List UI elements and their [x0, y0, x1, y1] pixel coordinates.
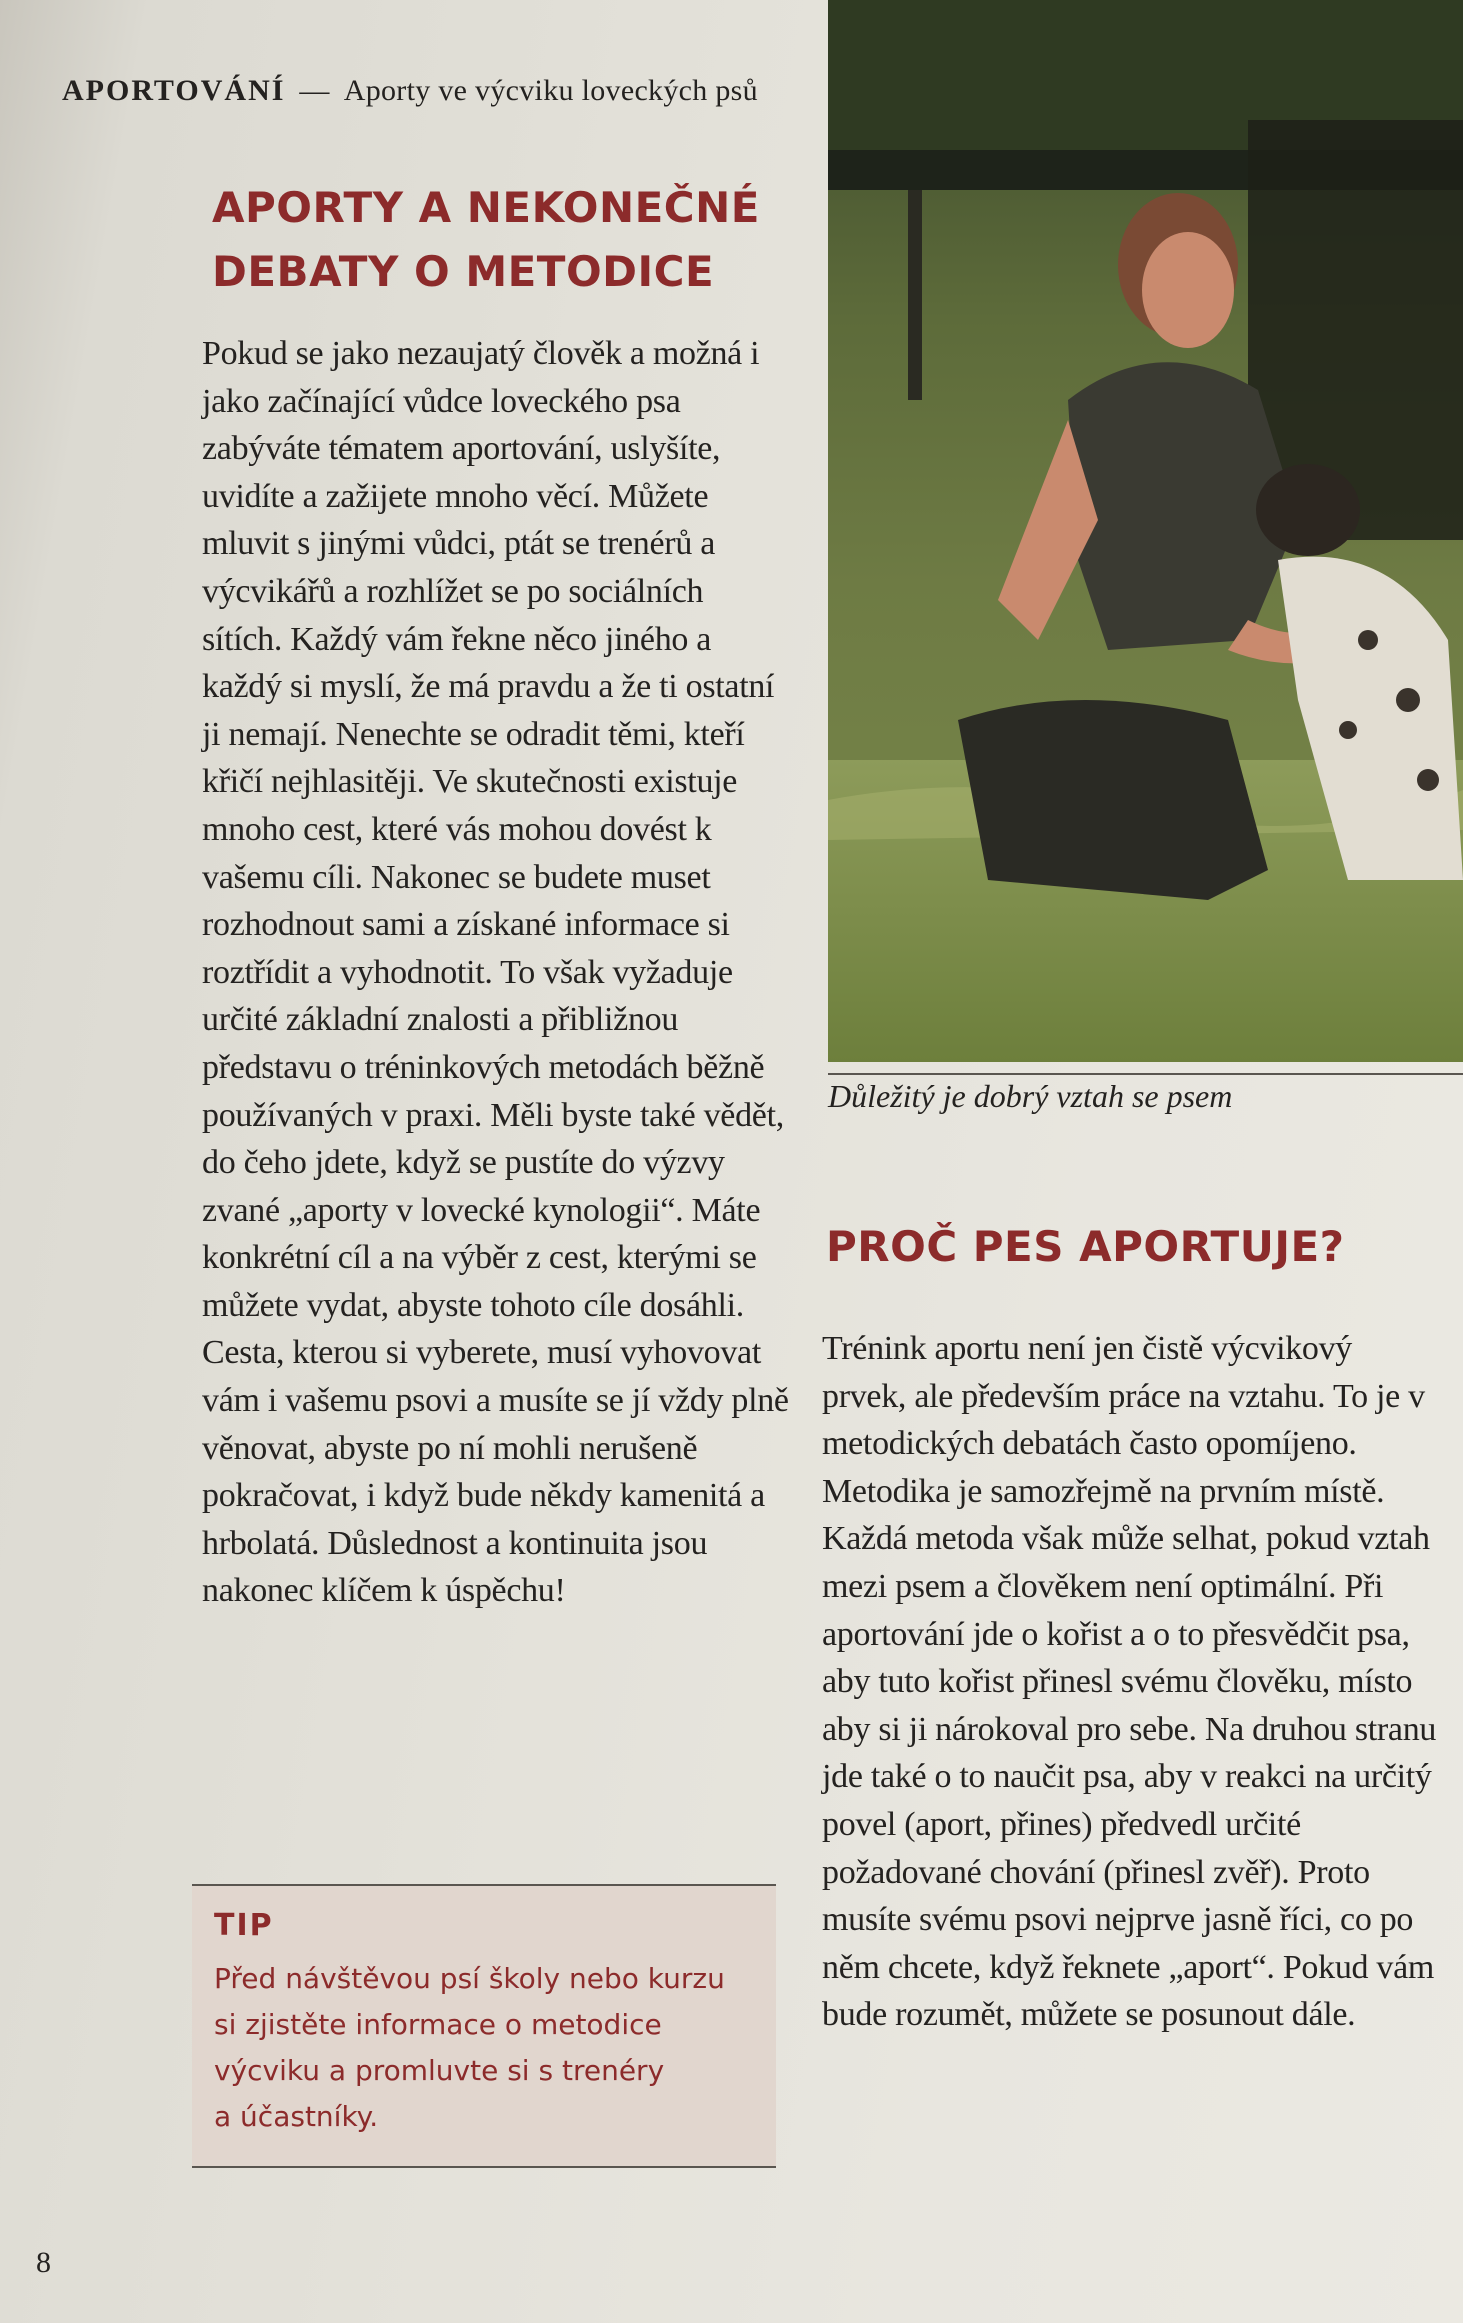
- tip-text: Před návštěvou psí školy nebo kurzu si zjistěte informace o metodice výcviku a promluvte si s trenéry a účastníky.: [214, 1962, 725, 2133]
- photo-illustration: [828, 0, 1463, 1062]
- left-column-paragraph: Pokud se jako nezaujatý člověk a možná i jako začínající vůdce loveckého psa zabýváte tématem aportování, uslyšíte, uvidíte a zažijete mnoho věcí. Můžete mluvit s jinými vůdci, ptát se trenérů a výcvikářů a rozhlížet se po sociálních sítích. Každý vám řekne něco jiného a každý si myslí, že má pravdu a že ti ostatní ji nemají. Nenechte se odradit těmi, kteří křičí nejhlasitěji. Ve skutečnosti existuje mnoho cest, které vás mohou dovést k vašemu cíli. Nakonec se budete muset rozhodnout sami a získané informace si roztřídit a vyhodnotit. To však vyžaduje určité základní znalosti a přibližnou představu o tréninkových metodách běžně používaných v praxi. Měli byste také vědět, do čeho jdete, když se pustíte do výzvy zvané „aporty v lovecké kynologii“. Máte konkrétní cíl a na výběr z cest, kterými se můžete vydat, abyste tohoto cíle dosáhli. Cesta, kterou si vyberete, musí vyhovovat vám i vašemu psovi a musíte se jí vždy plně věnovat, abyste po ní mohli nerušeně pokračovat, i když bude někdy kamenitá a hrbolatá. Důslednost a kontinuita jsou nakonec klíčem k úspěchu!: [202, 335, 789, 1610]
- right-column: [822, 1325, 1442, 2039]
- photo-caption: Důležitý je dobrý vztah se psem: [828, 1078, 1233, 1114]
- running-head-section: APORTOVÁNÍ: [62, 74, 286, 107]
- running-head: [62, 74, 758, 108]
- running-head-subtitle: Aporty ve výcviku loveckých psů: [343, 74, 758, 107]
- running-head-separator: —: [299, 74, 330, 107]
- sub-heading: PROČ PES APORTUJE?: [826, 1222, 1345, 1271]
- tip-title: TIP: [214, 1908, 274, 1943]
- main-heading: APORTY A NEKONEČNÉ DEBATY O METODICE: [212, 183, 760, 296]
- tip-box: [192, 1884, 776, 2168]
- left-column: [202, 330, 790, 1615]
- page-number: 8: [36, 2246, 51, 2279]
- photo: [828, 0, 1463, 1062]
- right-column-paragraph: Trénink aportu není jen čistě výcvikový prvek, ale především práce na vztahu. To je v metodických debatách často opomíjeno. Metodika je samozřejmě na prvním místě. Každá metoda však může selhat, pokud vztah mezi psem a člověkem není optimální. Při aportování jde o kořist a o to přesvědčit psa, aby tuto kořist přinesl svému člověku, místo aby si ji nárokoval pro sebe. Na druhou stranu jde také o to naučit psa, aby v reakci na určitý povel (aport, přines) předvedl určité požadované chování (přinesl zvěř). Proto musíte svému psovi nejprve jasně říci, co po něm chcete, když řeknete „aport“. Pokud vám bude rozumět, můžete se posunout dále.: [822, 1330, 1437, 2034]
- caption-rule: [828, 1073, 1463, 1075]
